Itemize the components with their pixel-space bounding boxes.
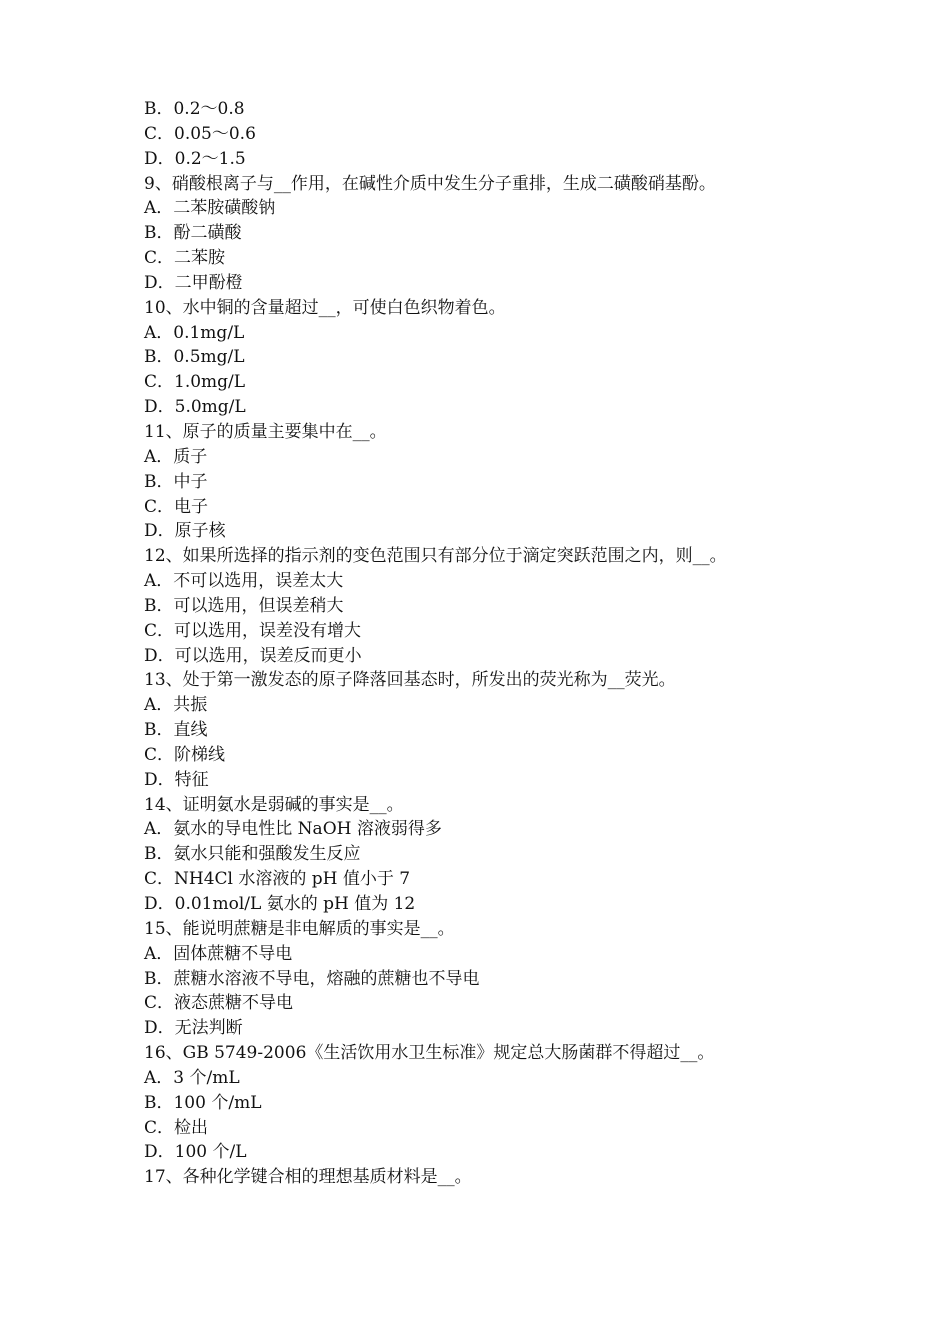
option-a-q16: A．3 个/mL	[144, 1067, 240, 1088]
option-c-q12: C．可以选用，误差没有增大	[144, 620, 362, 641]
option-b-q14: B．氨水只能和强酸发生反应	[144, 844, 361, 865]
option-b-q8: B．0.2～0.8	[144, 99, 245, 119]
question-15: 15、能说明蔗糖是非电解质的事实是__。	[144, 918, 455, 939]
option-c-q10: C．1.0mg/L	[144, 372, 246, 393]
option-d-q9: D．二甲酚橙	[144, 272, 243, 293]
question-12: 12、如果所选择的指示剂的变色范围只有部分位于滴定突跃范围之内，则__。	[144, 546, 727, 567]
option-d-q16: D．100 个/L	[144, 1142, 247, 1163]
option-a-q15: A．固体蔗糖不导电	[144, 943, 293, 964]
question-17: 17、各种化学键合相的理想基质材料是__。	[144, 1167, 472, 1188]
option-b-q16: B．100 个/mL	[144, 1092, 262, 1113]
option-d-q14: D．0.01mol/L 氨水的 pH 值为 12	[144, 894, 416, 914]
option-d-q8: D．0.2～1.5	[144, 148, 246, 169]
question-16: 16、GB 5749-2006《生活饮用水卫生标准》规定总大肠菌群不得超过__。	[144, 1043, 715, 1064]
option-a-q12: A．不可以选用，误差太大	[144, 571, 344, 592]
option-c-q11: C．电子	[144, 496, 209, 517]
option-b-q10: B．0.5mg/L	[144, 347, 245, 368]
document-body	[144, 97, 844, 1190]
question-13: 13、处于第一激发态的原子降落回基态时，所发出的荧光称为__荧光。	[144, 670, 676, 691]
option-d-q15: D．无法判断	[144, 1018, 243, 1039]
option-c-q8: C．0.05～0.6	[144, 123, 256, 144]
option-d-q13: D．特征	[144, 769, 209, 790]
option-c-q16: C．检出	[144, 1117, 209, 1138]
question-11: 11、原子的质量主要集中在__。	[144, 421, 387, 442]
option-d-q12: D．可以选用，误差反而更小	[144, 645, 362, 666]
question-10: 10、水中铜的含量超过__，可使白色织物着色。	[144, 297, 506, 318]
option-b-q9: B．酚二磺酸	[144, 223, 242, 244]
option-b-q11: B．中子	[144, 471, 208, 492]
option-a-q14: A．氨水的导电性比 NaOH 溶液弱得多	[144, 819, 442, 840]
option-c-q13: C．阶梯线	[144, 744, 226, 765]
option-d-q10: D．5.0mg/L	[144, 397, 246, 418]
option-d-q11: D．原子核	[144, 521, 226, 542]
question-9: 9、硝酸根离子与__作用，在碱性介质中发生分子重排，生成二磺酸硝基酚。	[144, 173, 716, 194]
option-b-q15: B．蔗糖水溶液不导电，熔融的蔗糖也不导电	[144, 968, 480, 989]
option-a-q13: A．共振	[144, 695, 208, 716]
option-b-q12: B．可以选用，但误差稍大	[144, 595, 344, 616]
option-a-q10: A．0.1mg/L	[144, 322, 245, 343]
option-c-q9: C．二苯胺	[144, 248, 226, 269]
option-b-q13: B．直线	[144, 720, 208, 741]
question-14: 14、证明氨水是弱碱的事实是__。	[144, 794, 404, 815]
option-c-q14: C．NH4Cl 水溶液的 pH 值小于 7	[144, 869, 411, 890]
option-a-q9: A．二苯胺磺酸钠	[144, 198, 276, 219]
option-c-q15: C．液态蔗糖不导电	[144, 993, 294, 1014]
option-a-q11: A．质子	[144, 446, 208, 467]
